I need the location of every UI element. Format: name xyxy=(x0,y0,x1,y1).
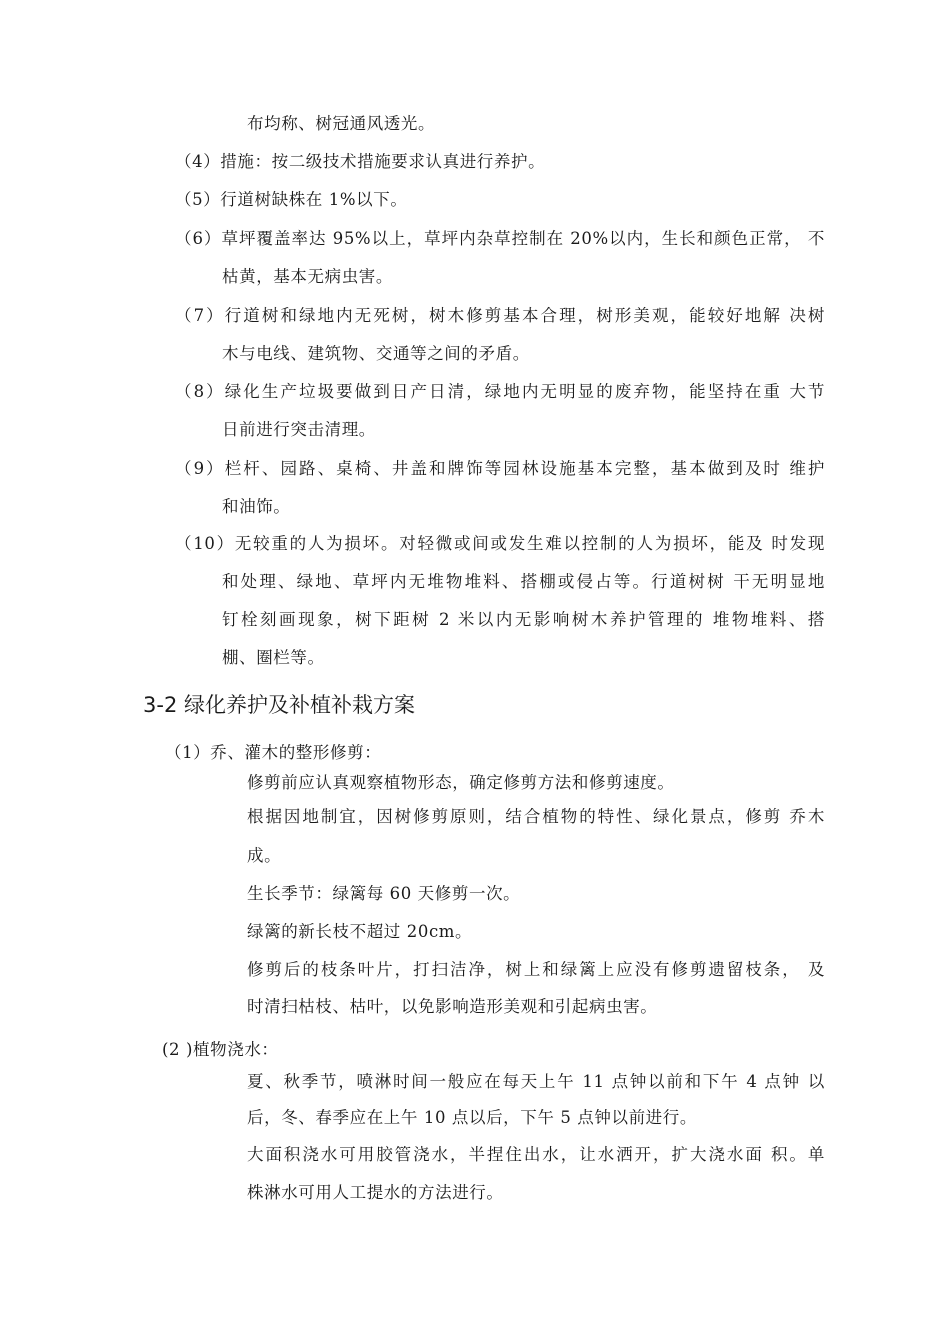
paragraph-line: 布均称、树冠通风透光。 xyxy=(247,114,436,133)
paragraph-line: （7）行道树和绿地内无死树，树木修剪基本合理，树形美观，能较好地解 决树 xyxy=(175,306,825,325)
paragraph-line: 后，冬、春季应在上午 10 点以后，下午 5 点钟以前进行。 xyxy=(247,1108,697,1127)
paragraph-line: 成。 xyxy=(247,846,282,865)
paragraph-line: 和油饰。 xyxy=(222,497,291,516)
paragraph-line: 木与电线、建筑物、交通等之间的矛盾。 xyxy=(222,344,530,363)
paragraph-line: （5）行道树缺株在 1%以下。 xyxy=(175,190,408,209)
paragraph-line: （10）无较重的人为损坏。对轻微或间或发生难以控制的人为损坏，能及 时发现 xyxy=(175,534,825,553)
paragraph-line: （6）草坪覆盖率达 95%以上，草坪内杂草控制在 20%以内，生长和颜色正常， 不 xyxy=(175,229,825,248)
paragraph-line: 枯黄，基本无病虫害。 xyxy=(222,267,393,286)
paragraph-line: 修剪前应认真观察植物形态，确定修剪方法和修剪速度。 xyxy=(247,773,675,792)
subsection-title: （1）乔、灌木的整形修剪： xyxy=(165,743,382,762)
paragraph-line: 和处理、绿地、草坪内无堆物堆料、搭棚或侵占等。行道树树 干无明显地 xyxy=(222,572,825,591)
paragraph-line: 棚、圈栏等。 xyxy=(222,648,325,667)
paragraph-line: 根据因地制宜，因树修剪原则，结合植物的特性、绿化景点，修剪 乔木 xyxy=(247,807,825,826)
paragraph-line: 株淋水可用人工提水的方法进行。 xyxy=(247,1183,504,1202)
paragraph-line: 时清扫枯枝、枯叶，以免影响造形美观和引起病虫害。 xyxy=(247,997,658,1016)
subsection-title: (2 )植物浇水： xyxy=(162,1040,279,1059)
paragraph-line: （8）绿化生产垃圾要做到日产日清，绿地内无明显的废弃物，能坚持在重 大节 xyxy=(175,382,825,401)
paragraph-line: 生长季节：绿篱每 60 天修剪一次。 xyxy=(247,884,521,903)
paragraph-line: 夏、秋季节，喷淋时间一般应在每天上午 11 点钟以前和下午 4 点钟 以 xyxy=(247,1072,825,1091)
paragraph-line: （9）栏杆、园路、桌椅、井盖和牌饰等园林设施基本完整，基本做到及时 维护 xyxy=(175,459,825,478)
paragraph-line: 修剪后的枝条叶片，打扫洁净，树上和绿篱上应没有修剪遗留枝条， 及 xyxy=(247,960,825,979)
paragraph-line: （4）措施：按二级技术措施要求认真进行养护。 xyxy=(175,152,546,171)
section-heading: 3-2 绿化养护及补植补栽方案 xyxy=(143,693,415,717)
paragraph-line: 大面积浇水可用胶管浇水，半捏住出水，让水洒开，扩大浇水面 积。单 xyxy=(247,1145,825,1164)
paragraph-line: 钉栓刻画现象，树下距树 2 米以内无影响树木养护管理的 堆物堆料、搭 xyxy=(222,610,825,629)
paragraph-line: 绿篱的新长枝不超过 20cm。 xyxy=(247,922,473,941)
paragraph-line: 日前进行突击清理。 xyxy=(222,420,376,439)
